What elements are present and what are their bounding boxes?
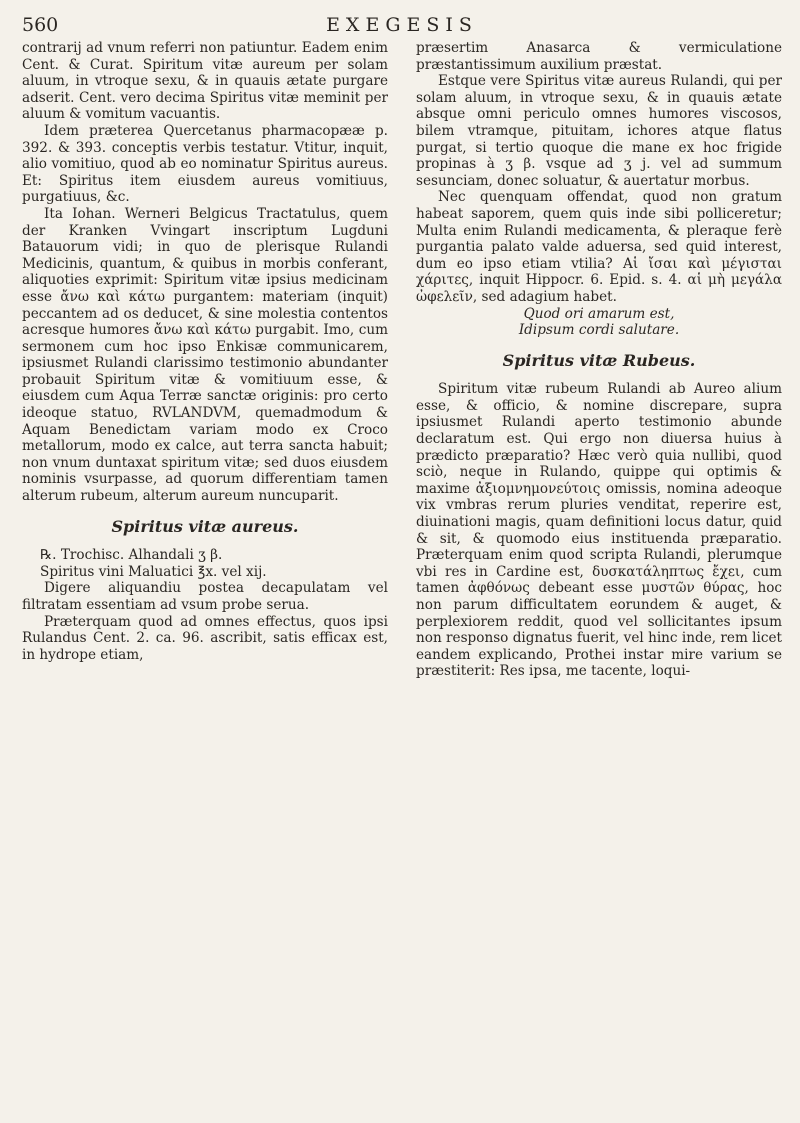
verse-line: Idipsum cordi salutare. <box>518 322 680 339</box>
left-column <box>22 40 388 680</box>
paragraph: Estque vere Spiritus vitæ aureus Rulandi, qui per solam aluum, in vtroque sexu, & in quauis ætate absque omni periculo omnes humores viscosos, bilem vtramque, pituitam, ichores atque flatus purgat, si tertio quoque die mane ex hoc frigide propinas à ʒ β. vsque ad ʒ j. vel ad summum sesunciam, donec soluatur, & auertatur morbus. <box>416 73 782 189</box>
paragraph: Ita Iohan. Werneri Belgicus Tractatulus, quem der Kranken Vvingart inscriptum Lugduni Batauorum vidi; in quo de plerisque Rulandi Medicinis, quantum, & quibus in morbis conferant, aliquoties exprimit: Spiritum vitæ ipsius medicinam esse ἄνω καὶ κάτω purgantem: materiam (inquit) peccantem ad os deducet, & sine molestia contentos acresque humores ἄνω καὶ κάτω purgabit. Imo, cum sermonem cum hoc ipso Enkisæ communicarem, ipsiusmet Rulandi clarissimo testimonio abundanter probauit Spiritum vitæ & vomitiuum esse, & eiusdem cum Aqua Terræ sanctæ originis: pro certo ideoque statuo, RVLANDVM, quemadmodum & Aquam Benedictam variam modo ex Croco metallorum, modo ex calce, aut terra sancta habuit; non vnum duntaxat spiritum vitæ; sed duos eiusdem nominis vsurpasse, ad quorum differentiam tamen alterum rubeum, alterum aureum nuncuparit. <box>22 205 388 505</box>
running-head: EXEGESIS <box>326 14 478 36</box>
recipe-line: Spiritus vini Maluatici ℥x. vel xij. <box>40 563 267 580</box>
text-columns <box>22 40 782 680</box>
section-heading: Spiritus vitæ aureus. <box>111 516 299 536</box>
page-header <box>22 14 782 40</box>
paragraph: Præterquam quod ad omnes effectus, quos ipsi Rulandus Cent. 2. ca. 96. ascribit, satis efficax est, in hydrope etiam, <box>22 613 388 663</box>
right-column <box>416 40 782 680</box>
recipe-line: ℞. Trochisc. Alhandali ʒ β. <box>40 547 223 564</box>
paragraph: Idem præterea Quercetanus pharmacopææ p. 392. & 393. conceptis verbis testatur. Vtitur, inquit, alio vomitiuo, quod ab eo nominatur Spiritus aureus. Et: Spiritus item eiusdem aureus vomitiuus, purgatiuus, &c. <box>22 122 388 206</box>
paragraph: Spiritum vitæ rubeum Rulandi ab Aureo alium esse, & officio, & nomine discrepare, supra ipsiusmet Rulandi aperto testimonio abunde declaratum est. Qui ergo non diuersa huius à prædicto præparatio? Hæc verò quia nullibi, quod sciò, neque in Rulando, quippe qui optimis & maxime ἀξιομνημονεύτοις omissis, nomina adeoque vix vmbras rerum pluries venditat, reperire est, diuinationi magis, quam definitioni locus datur, quid & sit, & quomodo eius instituenda præparatio. Præterquam enim quod scripta Rulandi, plerumque vbi res in Cardine est, δυσκατάληπτως ἔχει, cum tamen ἀφθόνως debeant esse μυστῶν θύρας, hoc non parum difficultatem eorundem & auget, & perplexiorem reddit, quod vel sollicitantes ipsum non responso dignatus fuerit, vel hinc inde, rem licet eandem explicando, Prothei instar mire varium se præstiterit: Res ipsa, me tacente, loqui- <box>416 381 782 680</box>
page-number: 560 <box>22 14 59 36</box>
verse-line: Quod ori amarum est, <box>523 305 675 322</box>
section-heading: Spiritus vitæ Rubeus. <box>502 350 696 370</box>
paragraph: Digere aliquandiu postea decapulatam vel filtratam essentiam ad vsum probe serua. <box>22 580 388 613</box>
book-page <box>22 14 782 1109</box>
paragraph: Nec quenquam offendat, quod non gratum habeat saporem, quem quis inde sibi polliceretur; Multa enim Rulandi medicamenta, & pleraque ferè purgantia palato valde aduersa, sed quid interest, dum eo ipso etiam vtilia? Αἱ ἴσαι καὶ μέγισται χάριτες, inquit Hippocr. 6. Epid. s. 4. αἱ μὴ μεγάλα ὠφελεῖν, sed adagium habet. <box>416 189 782 305</box>
paragraph: contrarij ad vnum referri non patiuntur. Eadem enim Cent. & Curat. Spiritum vitæ aureum per solam aluum, in vtroque sexu, & in quauis ætate purgare adserit. Cent. vero decima Spiritus vitæ meminit per aluum & vomitum vacuantis. <box>22 40 388 123</box>
paragraph: præsertim Anasarca & vermiculatione præstantissimum auxilium præstat. <box>416 40 782 73</box>
